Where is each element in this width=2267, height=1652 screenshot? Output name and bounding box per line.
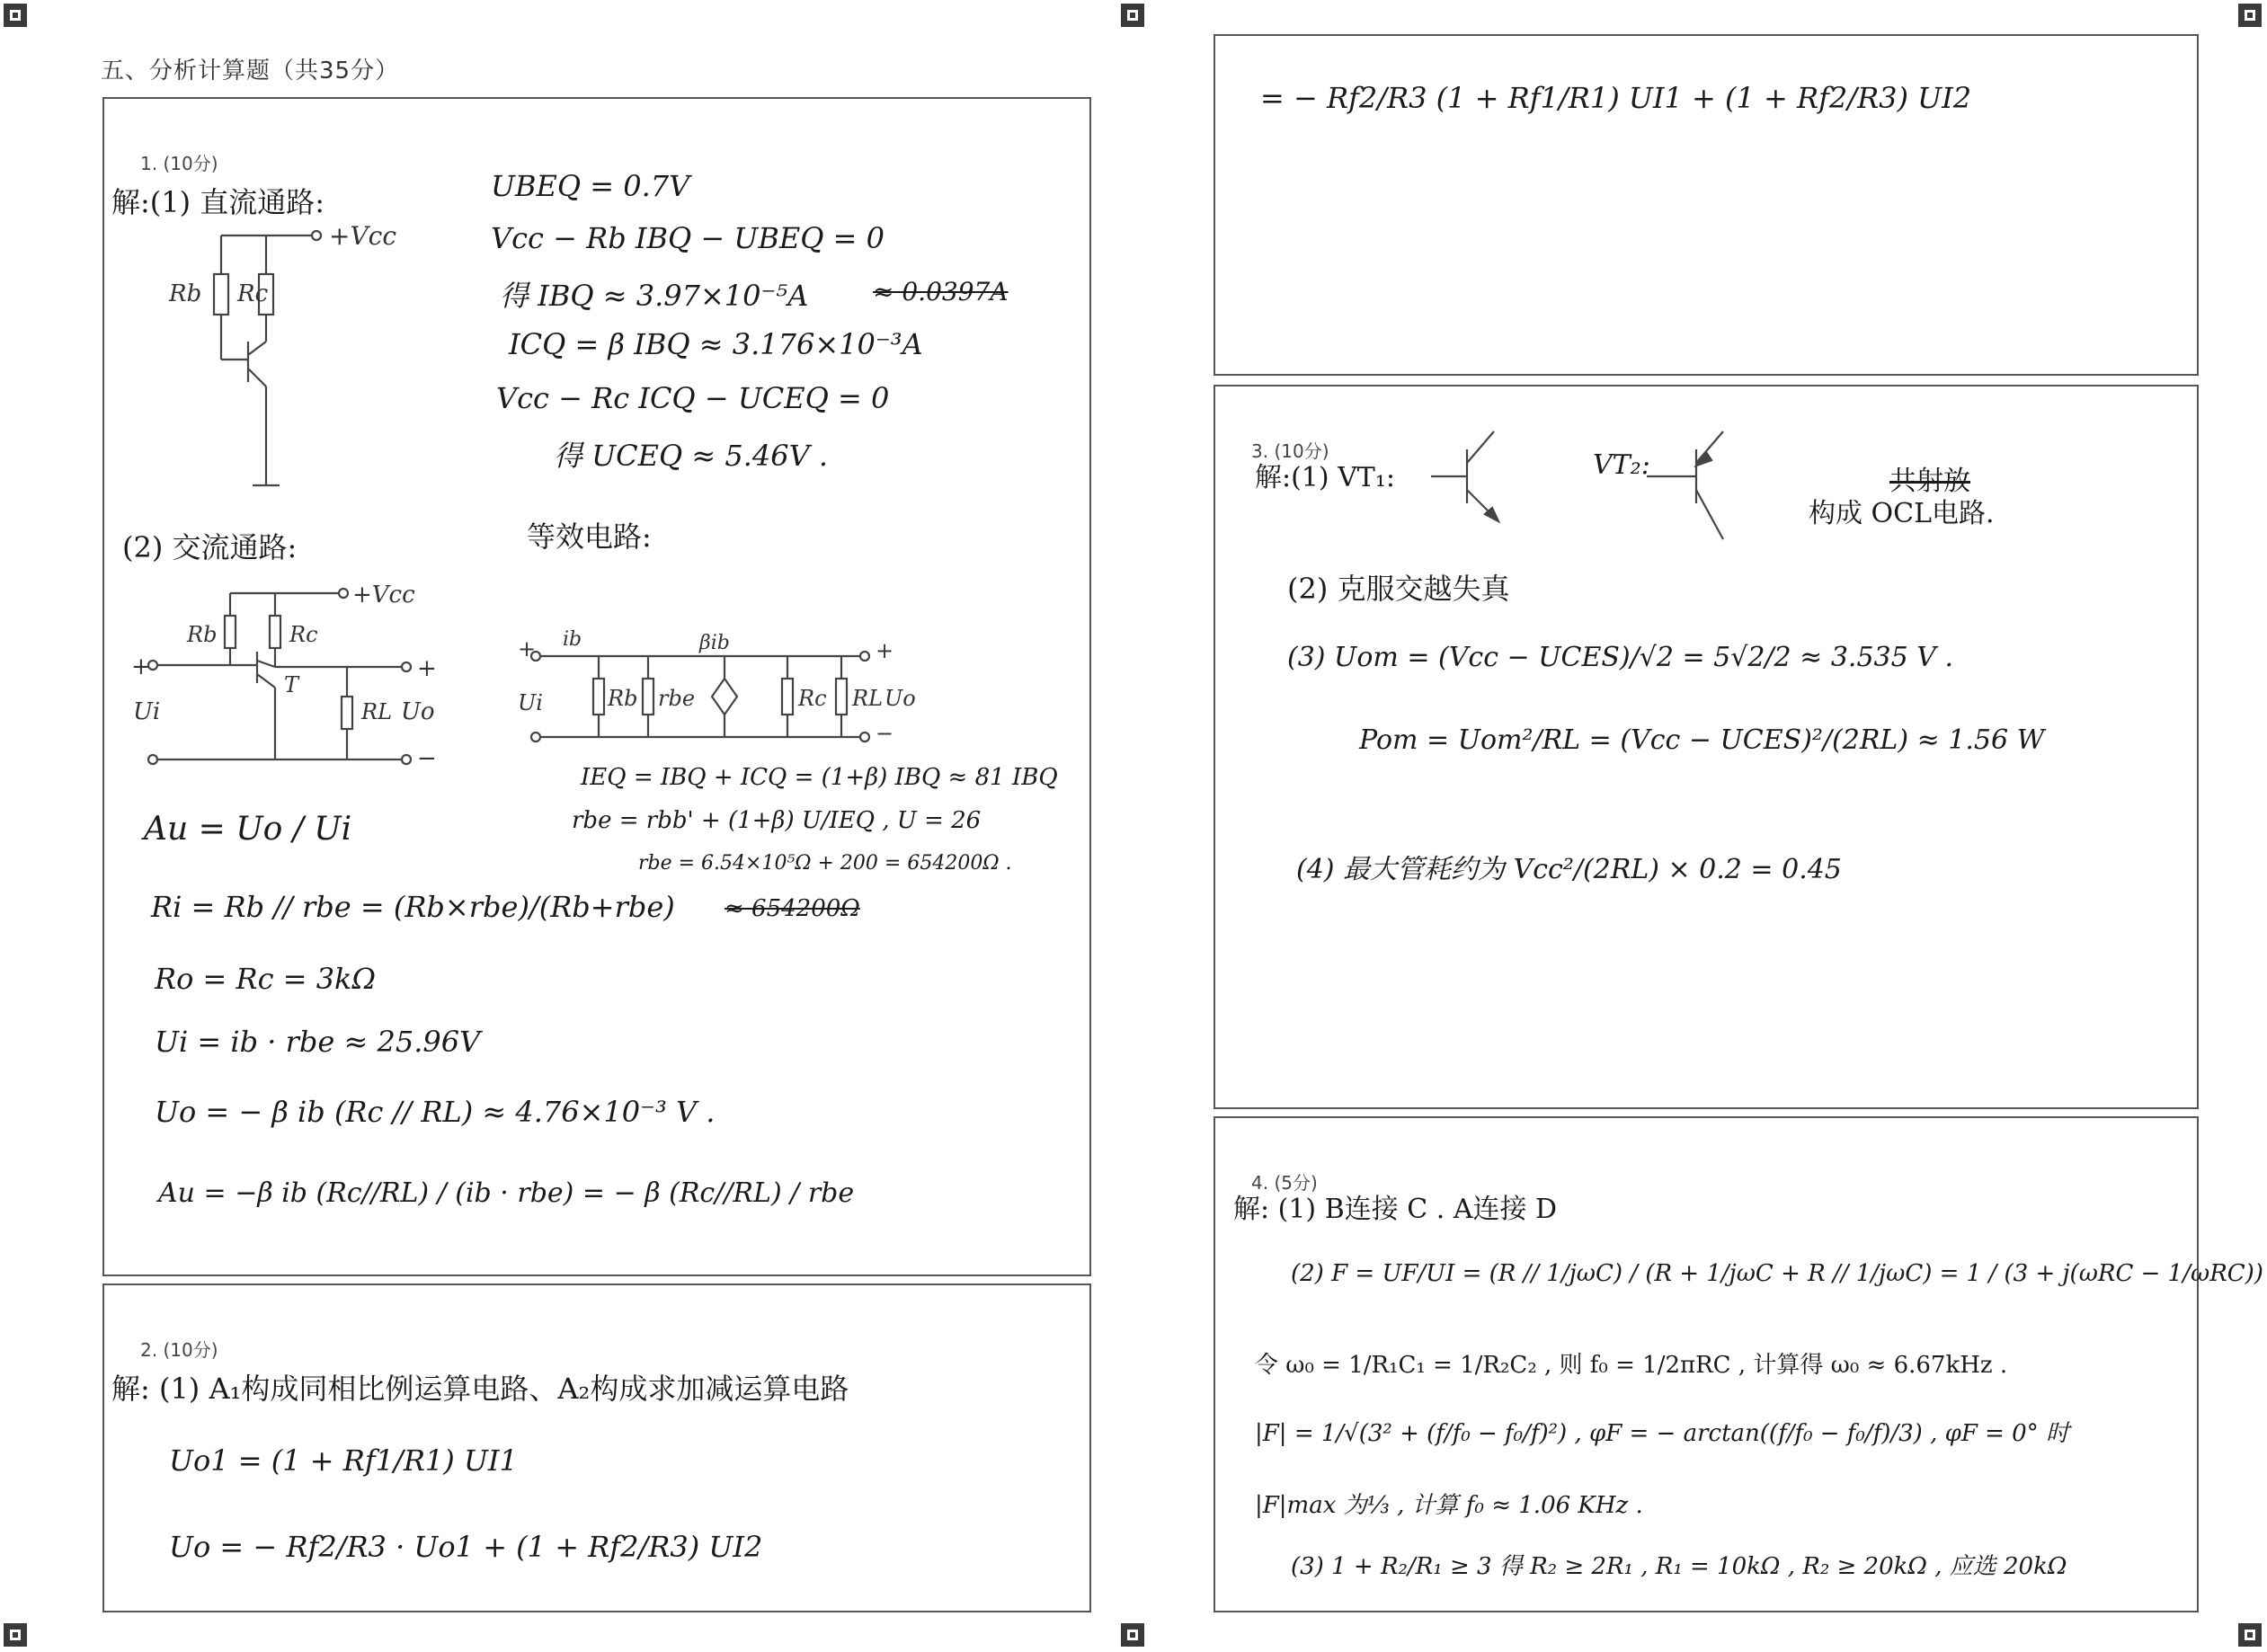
ac-vcc-label: +Vcc — [352, 582, 415, 608]
dc-rc-label: Rc — [237, 280, 269, 307]
question-label: 4. (5分) — [1251, 1172, 1318, 1194]
dc-eq-4: ICQ = β IBQ ≈ 3.176×10⁻³A — [509, 327, 923, 361]
ac-ui-label: Ui — [133, 698, 161, 725]
q3-ocl: 构成 OCL电路. — [1809, 498, 1995, 529]
answer-box-q3 — [1214, 385, 2199, 1109]
answer-box-q2-continued — [1214, 34, 2199, 376]
dc-eq-3: 得 IBQ ≈ 3.97×10⁻⁵A — [500, 279, 809, 313]
q3-pom: Pom = Uom²/RL = (Vcc − UCES)²/(2RL) ≈ 1.56 W — [1359, 724, 2045, 756]
calc-au: Au = Uo / Ui — [144, 811, 352, 848]
calc-ieq: IEQ = IBQ + ICQ = (1+β) IBQ ≈ 81 IBQ — [581, 764, 1058, 791]
calc-ui: Ui = ib · rbe ≈ 25.96V — [155, 1025, 481, 1059]
ac-rl-label: RL — [361, 699, 393, 724]
ac-path-heading: (2) 交流通路: — [122, 530, 298, 564]
registration-mark-bottom-center — [1121, 1623, 1144, 1647]
q4-part1: 解: (1) B连接 C . A连接 D — [1233, 1194, 1558, 1225]
calc-ri-strike: ≈ 654200Ω — [725, 895, 860, 922]
eq-plus-out: + — [876, 638, 894, 663]
dc-circuit-diagram — [131, 216, 397, 521]
eq-rbe-label: rbe — [658, 686, 696, 711]
answer-box-q4 — [1214, 1116, 2263, 1612]
ac-t-label: T — [284, 672, 299, 697]
eq-ib-label: ib — [563, 628, 582, 651]
q3-vt2-label: VT₂: — [1593, 449, 1650, 481]
calc-rbe-value: rbe = 6.54×10⁵Ω + 200 = 654200Ω . — [638, 852, 1012, 875]
answer-box-q2 — [102, 1283, 1091, 1612]
dc-rb-label: Rb — [169, 280, 202, 307]
eq-rb-label: Rb — [608, 686, 638, 711]
calc-uo: Uo = − β ib (Rc // RL) ≈ 4.76×10⁻³ V . — [155, 1095, 716, 1129]
section-title: 五、分析计算题（共35分） — [101, 58, 400, 84]
q4-fmax: |F|max 为⅓ , 计算 f₀ ≈ 1.06 KHz . — [1255, 1492, 1643, 1519]
dc-eq-5: Vcc − Rc ICQ − UCEQ = 0 — [496, 381, 890, 415]
q2-eq2: Uo = − Rf2/R3 · Uo1 + (1 + Rf2/R3) UI2 — [169, 1530, 763, 1564]
question-label: 1. (10分) — [140, 153, 218, 174]
registration-mark-bottom-right — [2238, 1623, 2262, 1647]
ac-minus-out: − — [417, 745, 437, 772]
q4-magnitude: |F| = 1/√(3² + (f/f₀ − f₀/f)²) , φF = − arctan((f/f₀ − f₀/f)/3) , φF = 0° 时 — [1255, 1420, 2069, 1447]
dc-eq-3-strike: ≈ 0.0397A — [873, 277, 1009, 306]
dc-eq-1: UBEQ = 0.7V — [491, 169, 690, 203]
vt2-pnp-transistor-symbol — [1647, 422, 1755, 548]
eq-uo-label: Uo — [885, 686, 916, 711]
q3-part4: (4) 最大管耗约为 Vcc²/(2RL) × 0.2 = 0.45 — [1296, 854, 1842, 885]
q2-eq1: Uo1 = (1 + Rf1/R1) UI1 — [169, 1443, 518, 1478]
dc-eq-6: 得 UCEQ ≈ 5.46V . — [554, 439, 829, 473]
eq-bib-label: βib — [699, 632, 730, 654]
dc-path-heading: 解:(1) 直流通路: — [111, 185, 325, 219]
vt1-npn-transistor-symbol — [1431, 422, 1539, 530]
q3-ocl-strike: 共射放 — [1889, 466, 1970, 497]
q4-feedback: (2) F = UF/UI = (R // 1/jωC) / (R + 1/jωC + R // 1/jωC) = 1 / (3 + j(ωRC − 1/ωRC)) — [1291, 1260, 2263, 1287]
registration-mark-bottom-left — [4, 1623, 27, 1647]
question-label: 3. (10分) — [1251, 440, 1329, 462]
ac-plus-out: + — [417, 655, 437, 682]
q2-answer: 解: (1) A₁构成同相比例运算电路、A₂构成求加减运算电路 — [111, 1372, 849, 1406]
question-label: 2. (10分) — [140, 1339, 218, 1361]
registration-mark-top-center — [1121, 4, 1144, 27]
q3-part2: (2) 克服交越失真 — [1287, 572, 1510, 606]
ac-rb-label: Rb — [187, 622, 218, 647]
calc-ri: Ri = Rb // rbe = (Rb×rbe)/(Rb+rbe) — [151, 890, 675, 924]
q4-w0: 令 ω₀ = 1/R₁C₁ = 1/R₂C₂ , 则 f₀ = 1/2πRC , 计算得 ω₀ ≈ 6.67kHz . — [1255, 1352, 2008, 1379]
dc-vcc-label: +Vcc — [329, 221, 397, 251]
ac-plus-in: + — [131, 653, 151, 680]
calc-au-final: Au = −β ib (Rc//RL) / (ib · rbe) = − β (Rc//RL) / rbe — [158, 1177, 855, 1209]
eq-rl-label: RL — [852, 686, 884, 711]
calc-ro: Ro = Rc = 3kΩ — [155, 962, 376, 996]
equiv-circuit-heading: 等效电路: — [527, 520, 652, 554]
eq-minus-out: − — [876, 721, 894, 746]
equivalent-circuit-diagram — [518, 593, 1057, 773]
eq-ui-label: Ui — [518, 690, 543, 715]
eq-rc-label: Rc — [798, 686, 827, 711]
ac-circuit-diagram — [131, 566, 509, 791]
calc-rbe: rbe = rbb' + (1+β) U/IEQ , U = 26 — [572, 807, 982, 834]
ac-uo-label: Uo — [401, 698, 435, 725]
registration-mark-top-right — [2238, 4, 2262, 27]
q3-part3: (3) Uom = (Vcc − UCES)/√2 = 5√2/2 ≈ 3.535 V . — [1287, 642, 1953, 673]
q2-eq3: = − Rf2/R3 (1 + Rf1/R1) UI1 + (1 + Rf2/R3) UI2 — [1260, 81, 1972, 115]
q3-vt1-label: 解:(1) VT₁: — [1255, 462, 1395, 493]
q4-part3: (3) 1 + R₂/R₁ ≥ 3 得 R₂ ≥ 2R₁ , R₁ = 10kΩ , R₂ ≥ 20kΩ , 应选 20kΩ — [1291, 1553, 2067, 1580]
dc-eq-2: Vcc − Rb IBQ − UBEQ = 0 — [491, 221, 885, 255]
answer-box-q1 — [102, 97, 1091, 1276]
ac-rc-label: Rc — [289, 622, 318, 647]
registration-mark-top-left — [4, 4, 27, 27]
eq-plus-in: + — [518, 636, 537, 662]
